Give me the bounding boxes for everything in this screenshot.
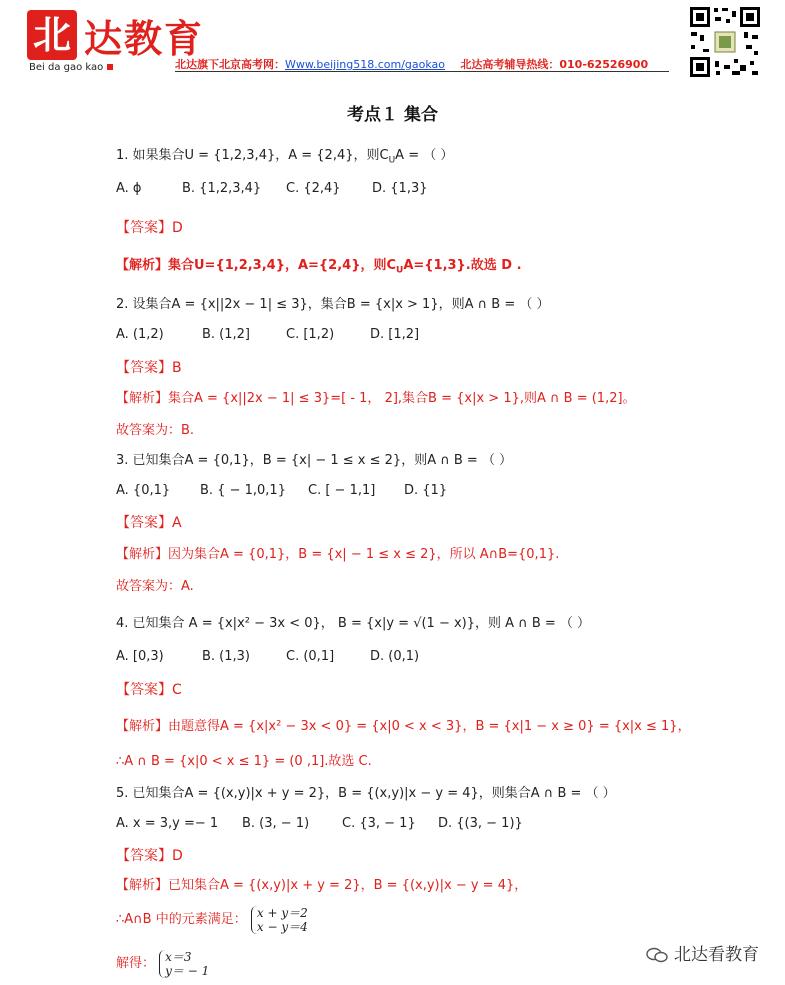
q2-option-a: A. (1,2)	[116, 327, 164, 342]
q4-option-b: B. (1,3)	[202, 649, 251, 664]
q5-option-b: B. (3, − 1)	[242, 816, 310, 831]
q3-conclusion: 故答案为：A.	[116, 579, 194, 594]
q3-option-c: C. [ − 1,1]	[308, 483, 376, 498]
logo-subtitle: Bei da gao kao	[29, 62, 113, 73]
q1-answer: 【答案】D	[116, 220, 183, 236]
q1-option-a: A. ϕ	[116, 181, 142, 196]
q2-answer: 【答案】B	[116, 360, 182, 376]
q1-options	[116, 181, 756, 201]
q5-condition: ∴A∩B 中的元素满足： x + y＝2 x − y＝4	[116, 906, 308, 934]
q4-analysis: 【解析】由题意得A = {x|x² − 3x < 0} = {x|0 < x < 3}，B = {x|1 − x ≥ 0} = {x|x ≤ 1}，	[116, 719, 691, 734]
q4-stem: 4. 已知集合 A = {x|x² − 3x < 0}， B = {x|y = √(1 − x)}，则 A ∩ B = （ ）	[116, 616, 591, 631]
q1-option-c: C. {2,4}	[286, 181, 341, 196]
q5-option-a: A. x = 3,y =− 1	[116, 816, 219, 831]
logo-text: 达教育	[84, 16, 205, 61]
q3-option-b: B. { − 1,0,1}	[200, 483, 286, 498]
q3-analysis: 【解析】因为集合A = {0,1}，B = {x| − 1 ≤ x ≤ 2}，所以 A∩B={0,1}.	[116, 547, 560, 562]
q4-analysis-cont: ∴A ∩ B = {x|0 < x ≤ 1} = (0 ,1].故选 C.	[116, 754, 372, 769]
watermark: 北达看教育	[646, 940, 759, 965]
logo-mark: 北	[27, 10, 77, 60]
q4-option-a: A. [0,3)	[116, 649, 164, 664]
page-title: 考点１ 集合	[347, 105, 438, 125]
q1-option-d: D. {1,3}	[372, 181, 428, 196]
q4-options	[116, 649, 756, 669]
q5-option-c: C. {3, − 1}	[342, 816, 416, 831]
q5-answer: 【答案】D	[116, 848, 183, 864]
q2-option-b: B. (1,2]	[202, 327, 251, 342]
q5-solution: 解得： x＝3 y＝ − 1	[116, 950, 210, 978]
q1-analysis: 【解析】集合U={1,2,3,4}，A={2,4}，则$C_UA=\{1,3\}$.故选 D .	[116, 258, 522, 276]
q4-option-c: C. (0,1]	[286, 649, 335, 664]
q5-stem: 5. 已知集合A = {(x,y)|x + y = 2}，B = {(x,y)|x − y = 4}，则集合A ∩ B = （ ）	[116, 786, 616, 801]
qr-code-icon	[688, 5, 762, 79]
q3-option-a: A. {0,1}	[116, 483, 171, 498]
q4-answer: 【答案】C	[116, 682, 182, 698]
q2-stem: 2. 设集合A = {x||2x − 1| ≤ 3}，集合B = {x|x > 1}，则A ∩ B = （ ）	[116, 297, 550, 312]
q3-stem: 3. 已知集合A = {0,1}，B = {x| − 1 ≤ x ≤ 2}，则A ∩ B = （ ）	[116, 453, 513, 468]
q5-analysis: 【解析】已知集合A = {(x,y)|x + y = 2}，B = {(x,y)|x − y = 4}，	[116, 878, 528, 893]
q3-answer: 【答案】A	[116, 515, 182, 531]
q3-option-d: D. {1}	[404, 483, 448, 498]
q2-option-c: C. [1,2)	[286, 327, 335, 342]
q2-options	[116, 327, 756, 347]
q2-option-d: D. [1,2]	[370, 327, 420, 342]
q2-conclusion: 故答案为：B.	[116, 423, 195, 438]
q5-condition-system: x + y＝2 x − y＝4	[251, 906, 308, 934]
q5-options	[116, 816, 756, 836]
q4-option-d: D. (0,1)	[370, 649, 420, 664]
q1-stem: 1. 如果集合U = {1,2,3,4}，A = {2,4}，则$C_UA$ = （ ）	[116, 148, 454, 166]
q1-option-b: B. {1,2,3,4}	[182, 181, 262, 196]
header-info: 北达旗下北京高考网：Www.beijing518.com/gaokao 北达高考辅导热线：010-62526900	[175, 58, 649, 71]
header-divider	[175, 71, 669, 72]
wechat-icon	[646, 947, 668, 963]
site-link[interactable]: Www.beijing518.com/gaokao	[285, 58, 446, 71]
q5-option-d: D. {(3, − 1)}	[438, 816, 523, 831]
q2-analysis: 【解析】集合A = {x||2x − 1| ≤ 3}=[ - 1， 2],集合B = {x|x > 1},则A ∩ B = (1,2]。	[116, 391, 636, 406]
q5-solution-system: x＝3 y＝ − 1	[159, 950, 209, 978]
q3-options	[116, 483, 756, 503]
